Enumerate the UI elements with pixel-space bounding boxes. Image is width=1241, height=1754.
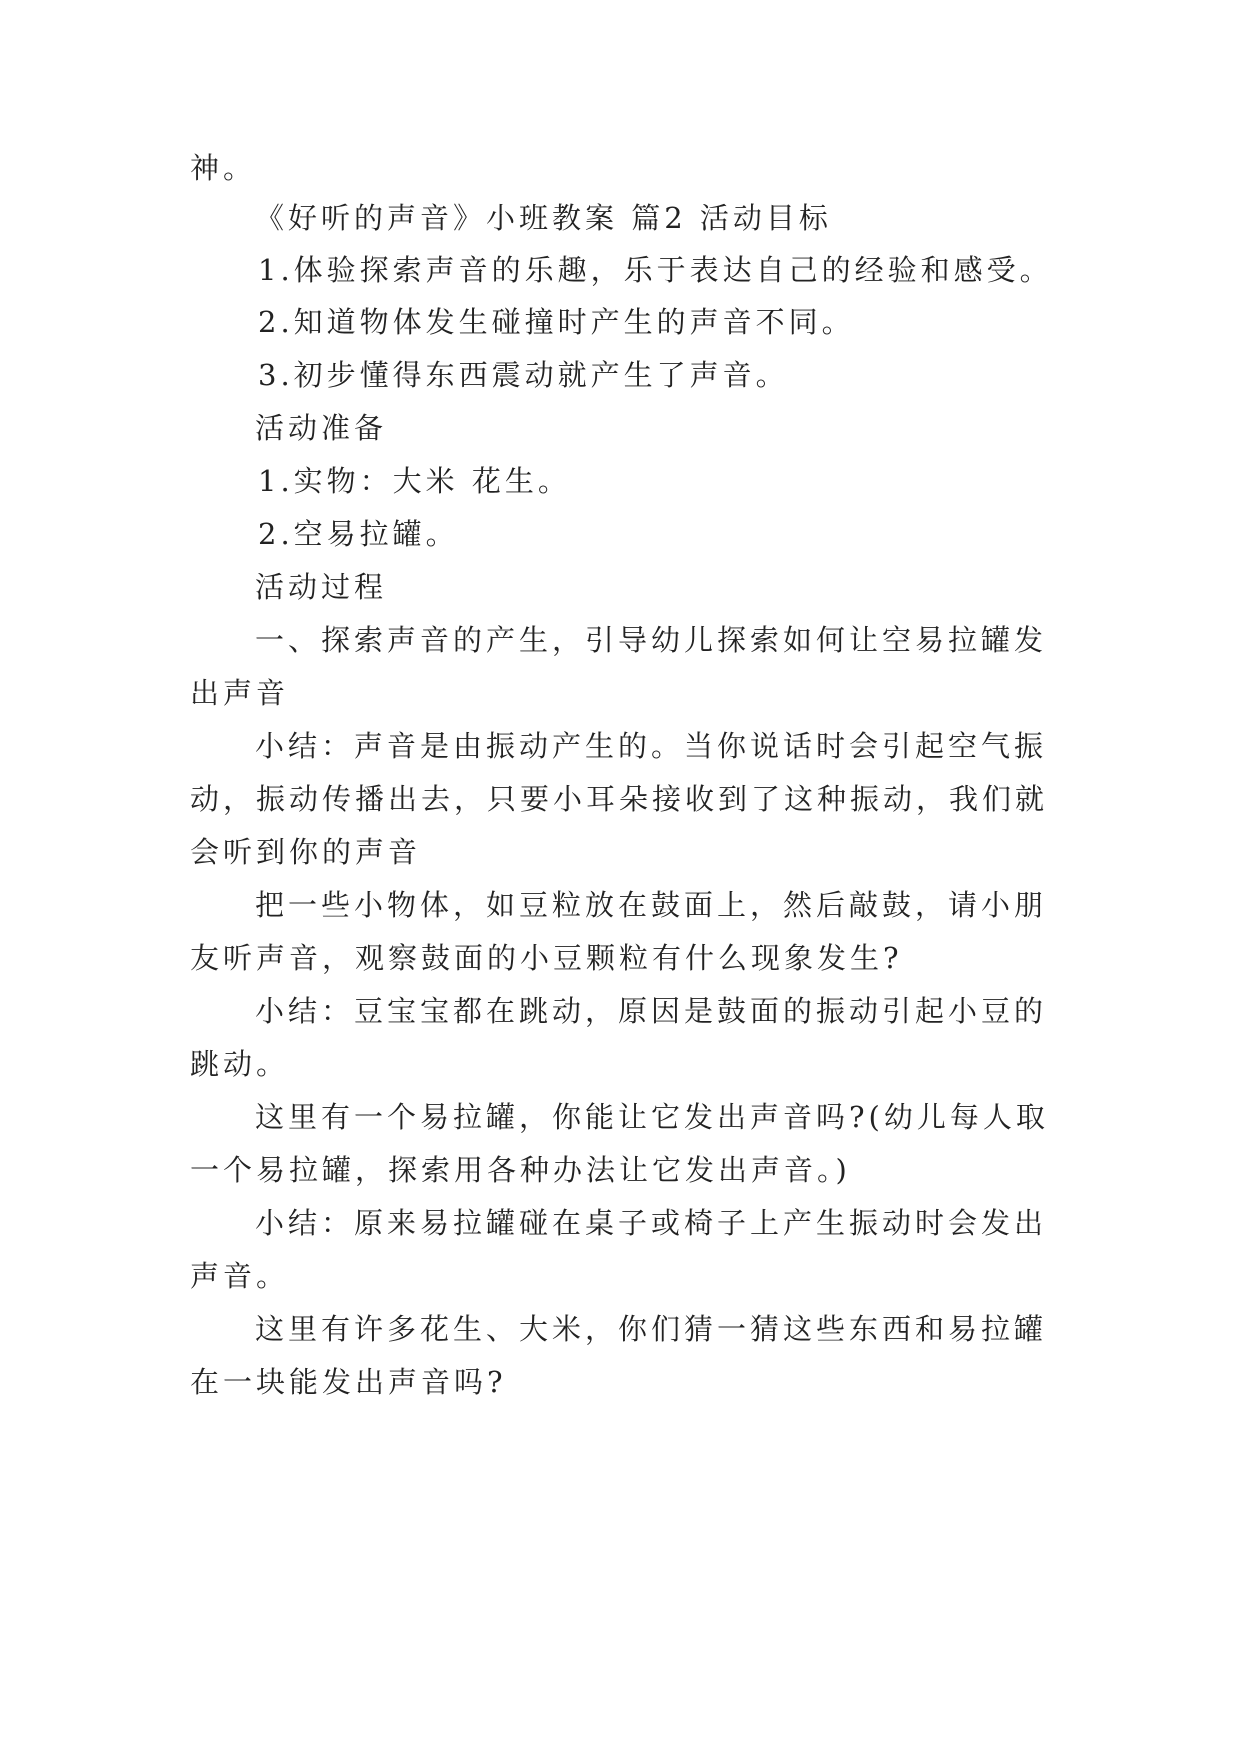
section-heading: 活动过程: [255, 570, 388, 604]
section-heading: 《好听的声音》小班教案 篇2 活动目标: [255, 201, 832, 235]
text-line: 这里有许多花生、大米，你们猜一猜这些东西和易拉罐: [255, 1312, 1048, 1346]
text-line: 一、探索声音的产生，引导幼儿探索如何让空易拉罐发: [255, 623, 1048, 657]
text-line: 这里有一个易拉罐，你能让它发出声音吗?(幼儿每人取: [255, 1100, 1049, 1134]
text-line: 会听到你的声音: [190, 835, 422, 869]
text-line: 把一些小物体，如豆粒放在鼓面上，然后敲鼓，请小朋: [255, 888, 1048, 922]
text-line: 一个易拉罐，探索用各种办法让它发出声音。): [190, 1153, 851, 1187]
text-line: 出声音: [190, 676, 290, 710]
list-item: 1.体验探索声音的乐趣，乐于表达自己的经验和感受。: [258, 253, 1053, 287]
text-line: 神。: [190, 151, 257, 185]
text-line: 声音。: [190, 1259, 290, 1293]
list-item: 2.知道物体发生碰撞时产生的声音不同。: [258, 305, 855, 339]
text-line: 小结：原来易拉罐碰在桌子或椅子上产生振动时会发出: [255, 1206, 1048, 1240]
section-heading: 活动准备: [255, 411, 388, 445]
text-line: 小结：声音是由振动产生的。当你说话时会引起空气振: [255, 729, 1048, 763]
text-line: 小结：豆宝宝都在跳动，原因是鼓面的振动引起小豆的: [255, 994, 1048, 1028]
list-item: 1.实物：大米 花生。: [258, 464, 571, 498]
list-item: 2.空易拉罐。: [258, 517, 459, 551]
text-line: 跳动。: [190, 1047, 290, 1081]
text-line: 动，振动传播出去，只要小耳朵接收到了这种振动，我们就: [190, 782, 1049, 816]
text-line: 友听声音，观察鼓面的小豆颗粒有什么现象发生?: [190, 941, 903, 975]
text-line: 在一块能发出声音吗?: [190, 1365, 507, 1399]
list-item: 3.初步懂得东西震动就产生了声音。: [258, 358, 789, 392]
